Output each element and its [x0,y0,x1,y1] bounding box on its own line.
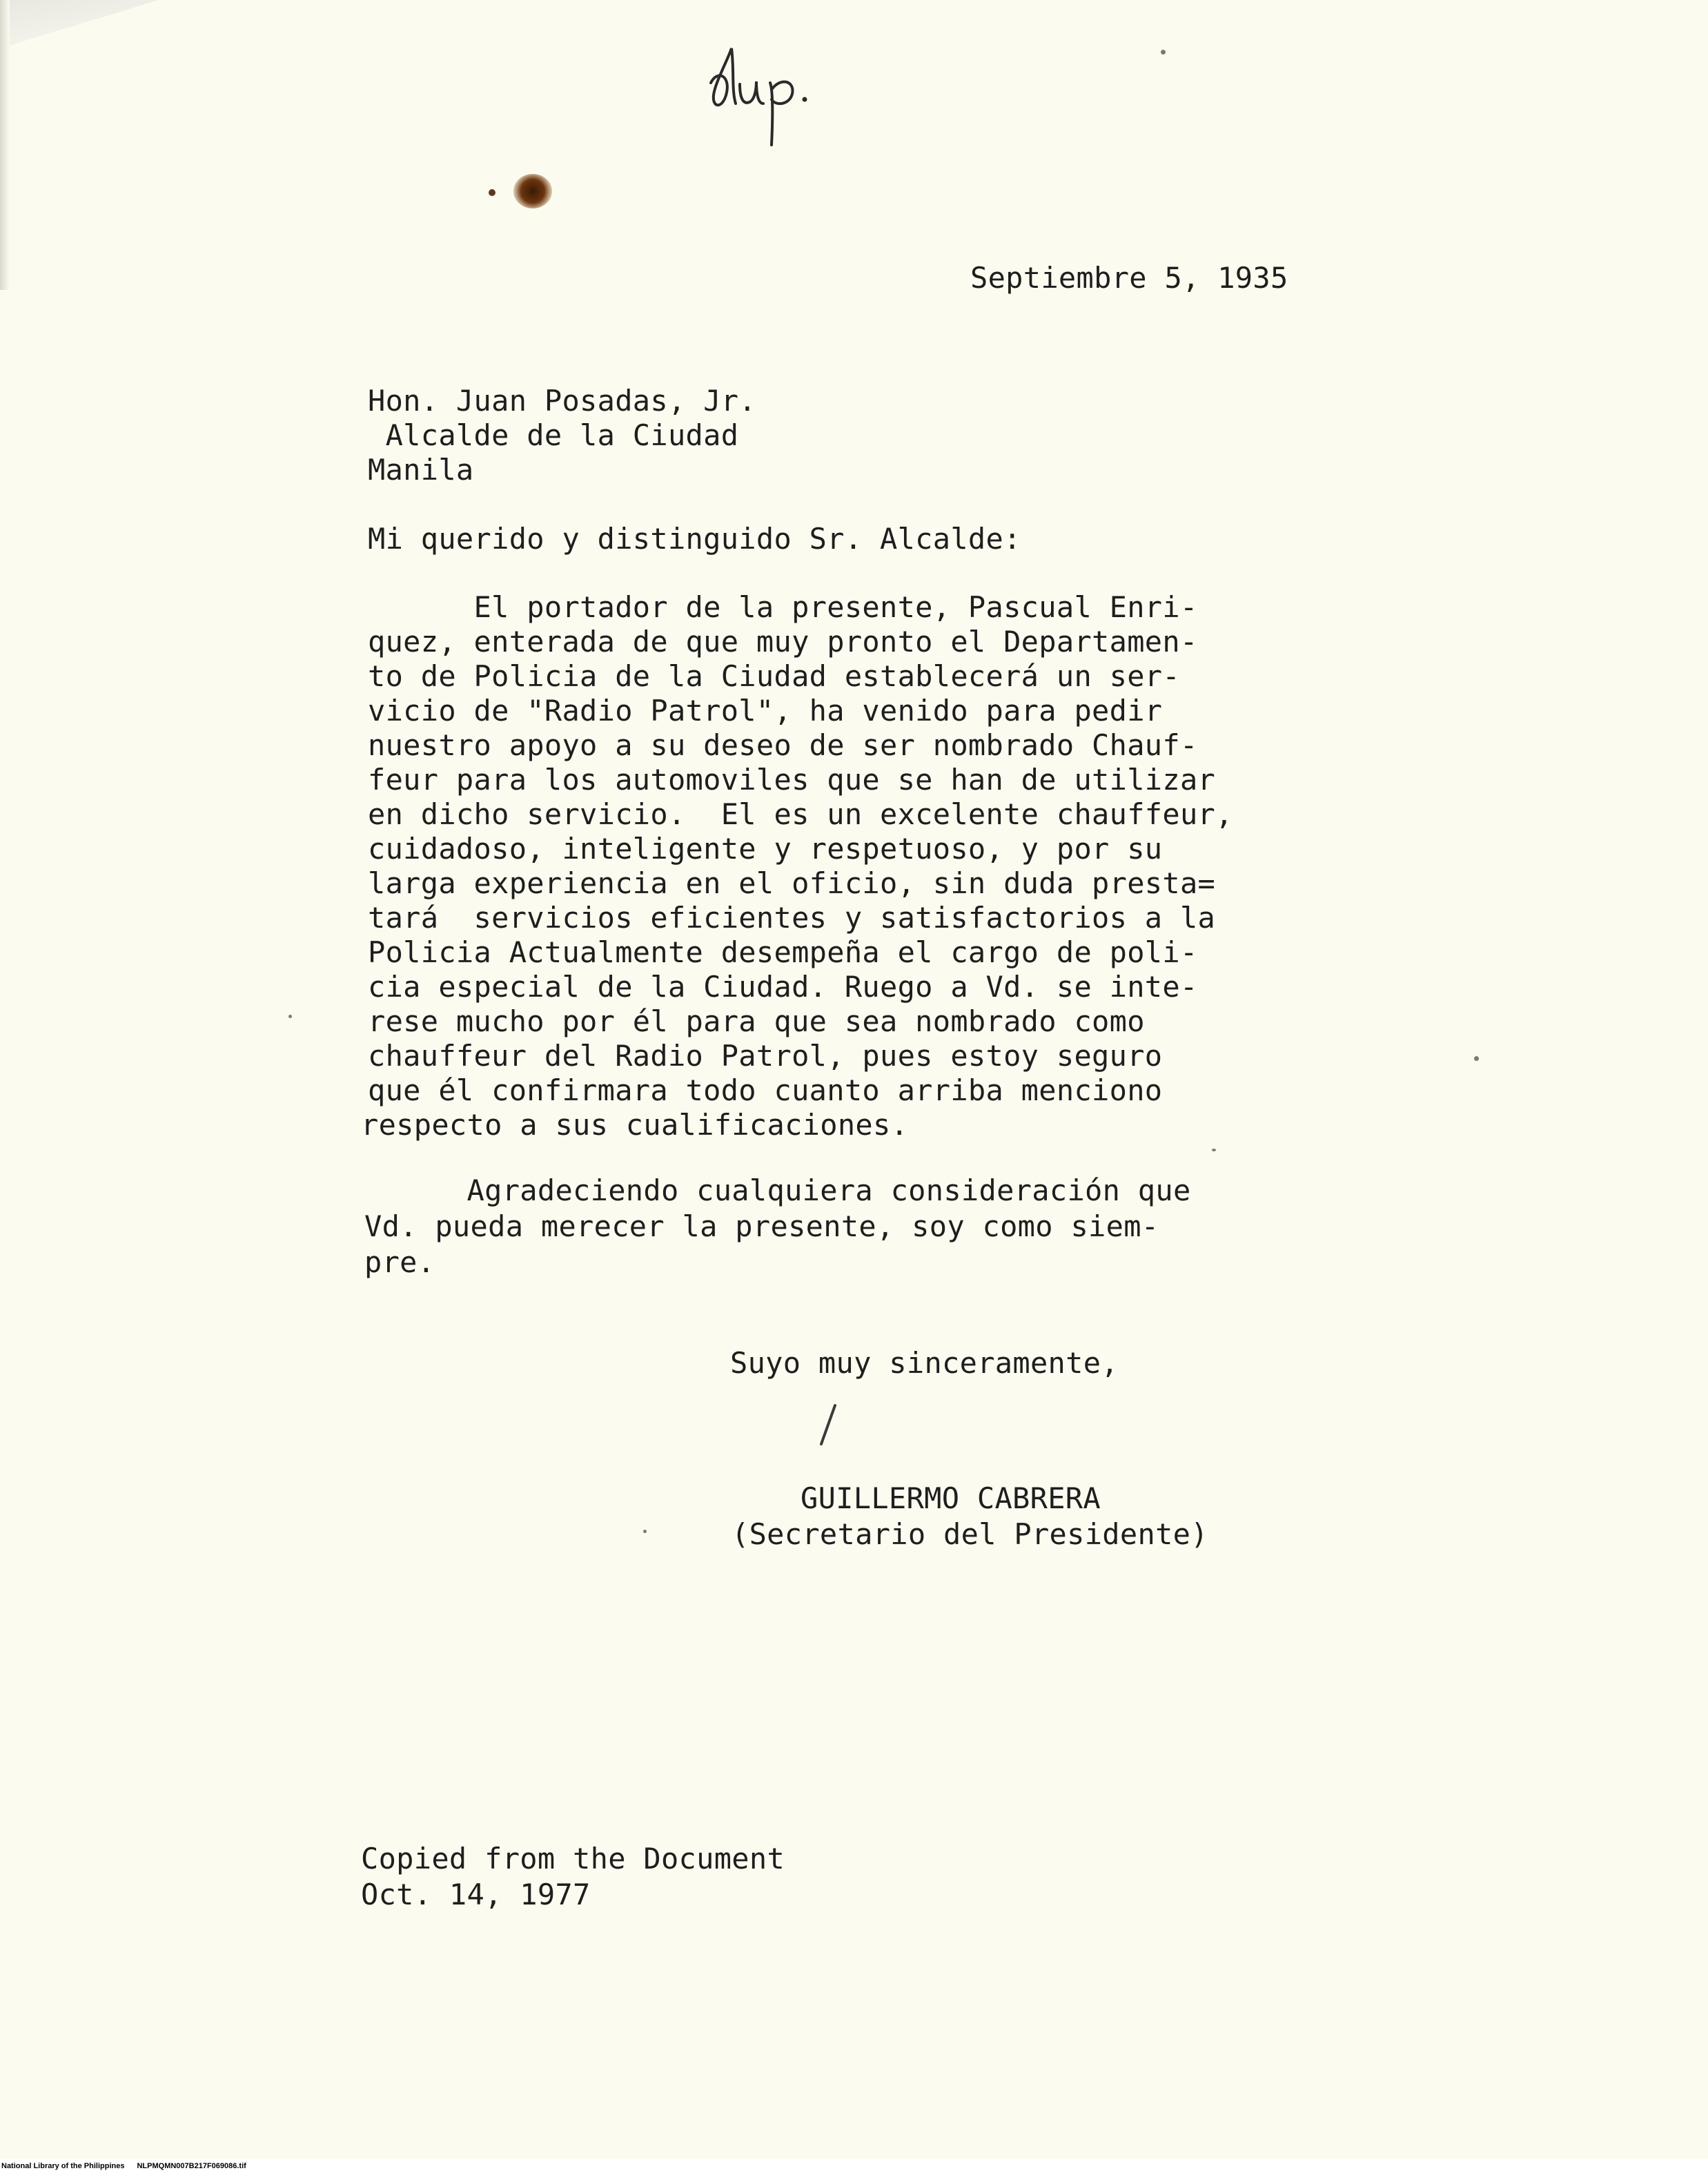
body-line: to de Policia de la Ciudad establecerá un ser- [368,659,1180,693]
body-line: que él confirmara todo cuanto arriba menciono [368,1073,1163,1107]
paper-speck [1474,1056,1479,1061]
body-line: feur para los automoviles que se han de utilizar [368,763,1216,797]
body-line: cuidadoso, inteligente y respetuoso, y por su [368,832,1163,866]
paper-speck [1212,1149,1216,1151]
body-line: tará servicios eficientes y satisfactorios a la [368,901,1216,935]
body-line: nuestro apoyo a su deseo de ser nombrado Chauf- [368,728,1198,762]
body-line: en dicho servicio. El es un excelente chauffeur, [368,797,1233,831]
page-edge-shadow [0,0,10,290]
closing: Suyo muy sinceramente, [730,1346,1119,1380]
paper-speck [288,1015,292,1018]
footer-strip [0,2159,1708,2173]
letter-date: Septiembre 5, 1935 [970,261,1288,295]
archive-footer [1,2161,246,2171]
body-line: quez, enterada de que muy pronto el Departamen- [368,625,1198,659]
paper-speck [1161,50,1166,55]
body-line: Policia Actualmente desempeña el cargo de poli- [368,935,1198,969]
footer-library: National Library of the Philippines [1,2162,125,2170]
folded-corner [0,0,159,48]
salutation: Mi querido y distinguido Sr. Alcalde: [368,522,1021,556]
signature-mark [814,1401,842,1450]
footer-file-code: NLPMQMN007B217F069086.tif [137,2162,246,2170]
ink-dot [489,189,495,196]
body-line: Vd. pueda merecer la presente, soy como siem- [364,1209,1159,1243]
ink-stain [513,174,552,208]
addressee-line: Manila [368,453,474,487]
body-line: vicio de "Radio Patrol", ha venido para pedir [368,694,1163,728]
body-line: larga experiencia en el oficio, sin duda presta= [368,866,1216,900]
signatory-title: (Secretario del Presidente) [732,1517,1208,1551]
body-line: El portador de la presente, Pascual Enri- [368,590,1198,624]
handwritten-dup-annotation [704,41,828,159]
body-line: Agradeciendo cualquiera consideración que [361,1173,1191,1207]
body-line: rese mucho por él para que sea nombrado como [368,1004,1145,1038]
addressee-line: Alcalde de la Ciudad [368,418,739,452]
body-line: cia especial de la Ciudad. Ruego a Vd. se inte- [368,970,1198,1004]
copy-note-date: Oct. 14, 1977 [361,1878,591,1911]
addressee-line: Hon. Juan Posadas, Jr. [368,384,756,418]
paper-speck [643,1530,647,1533]
body-line: chauffeur del Radio Patrol, pues estoy seguro [368,1039,1163,1073]
copy-note-line: Copied from the Document [361,1842,785,1875]
signatory-name: GUILLERMO CABRERA [801,1481,1101,1515]
body-line: respecto a sus cualificaciones. [361,1108,909,1142]
body-line: pre. [364,1245,435,1279]
